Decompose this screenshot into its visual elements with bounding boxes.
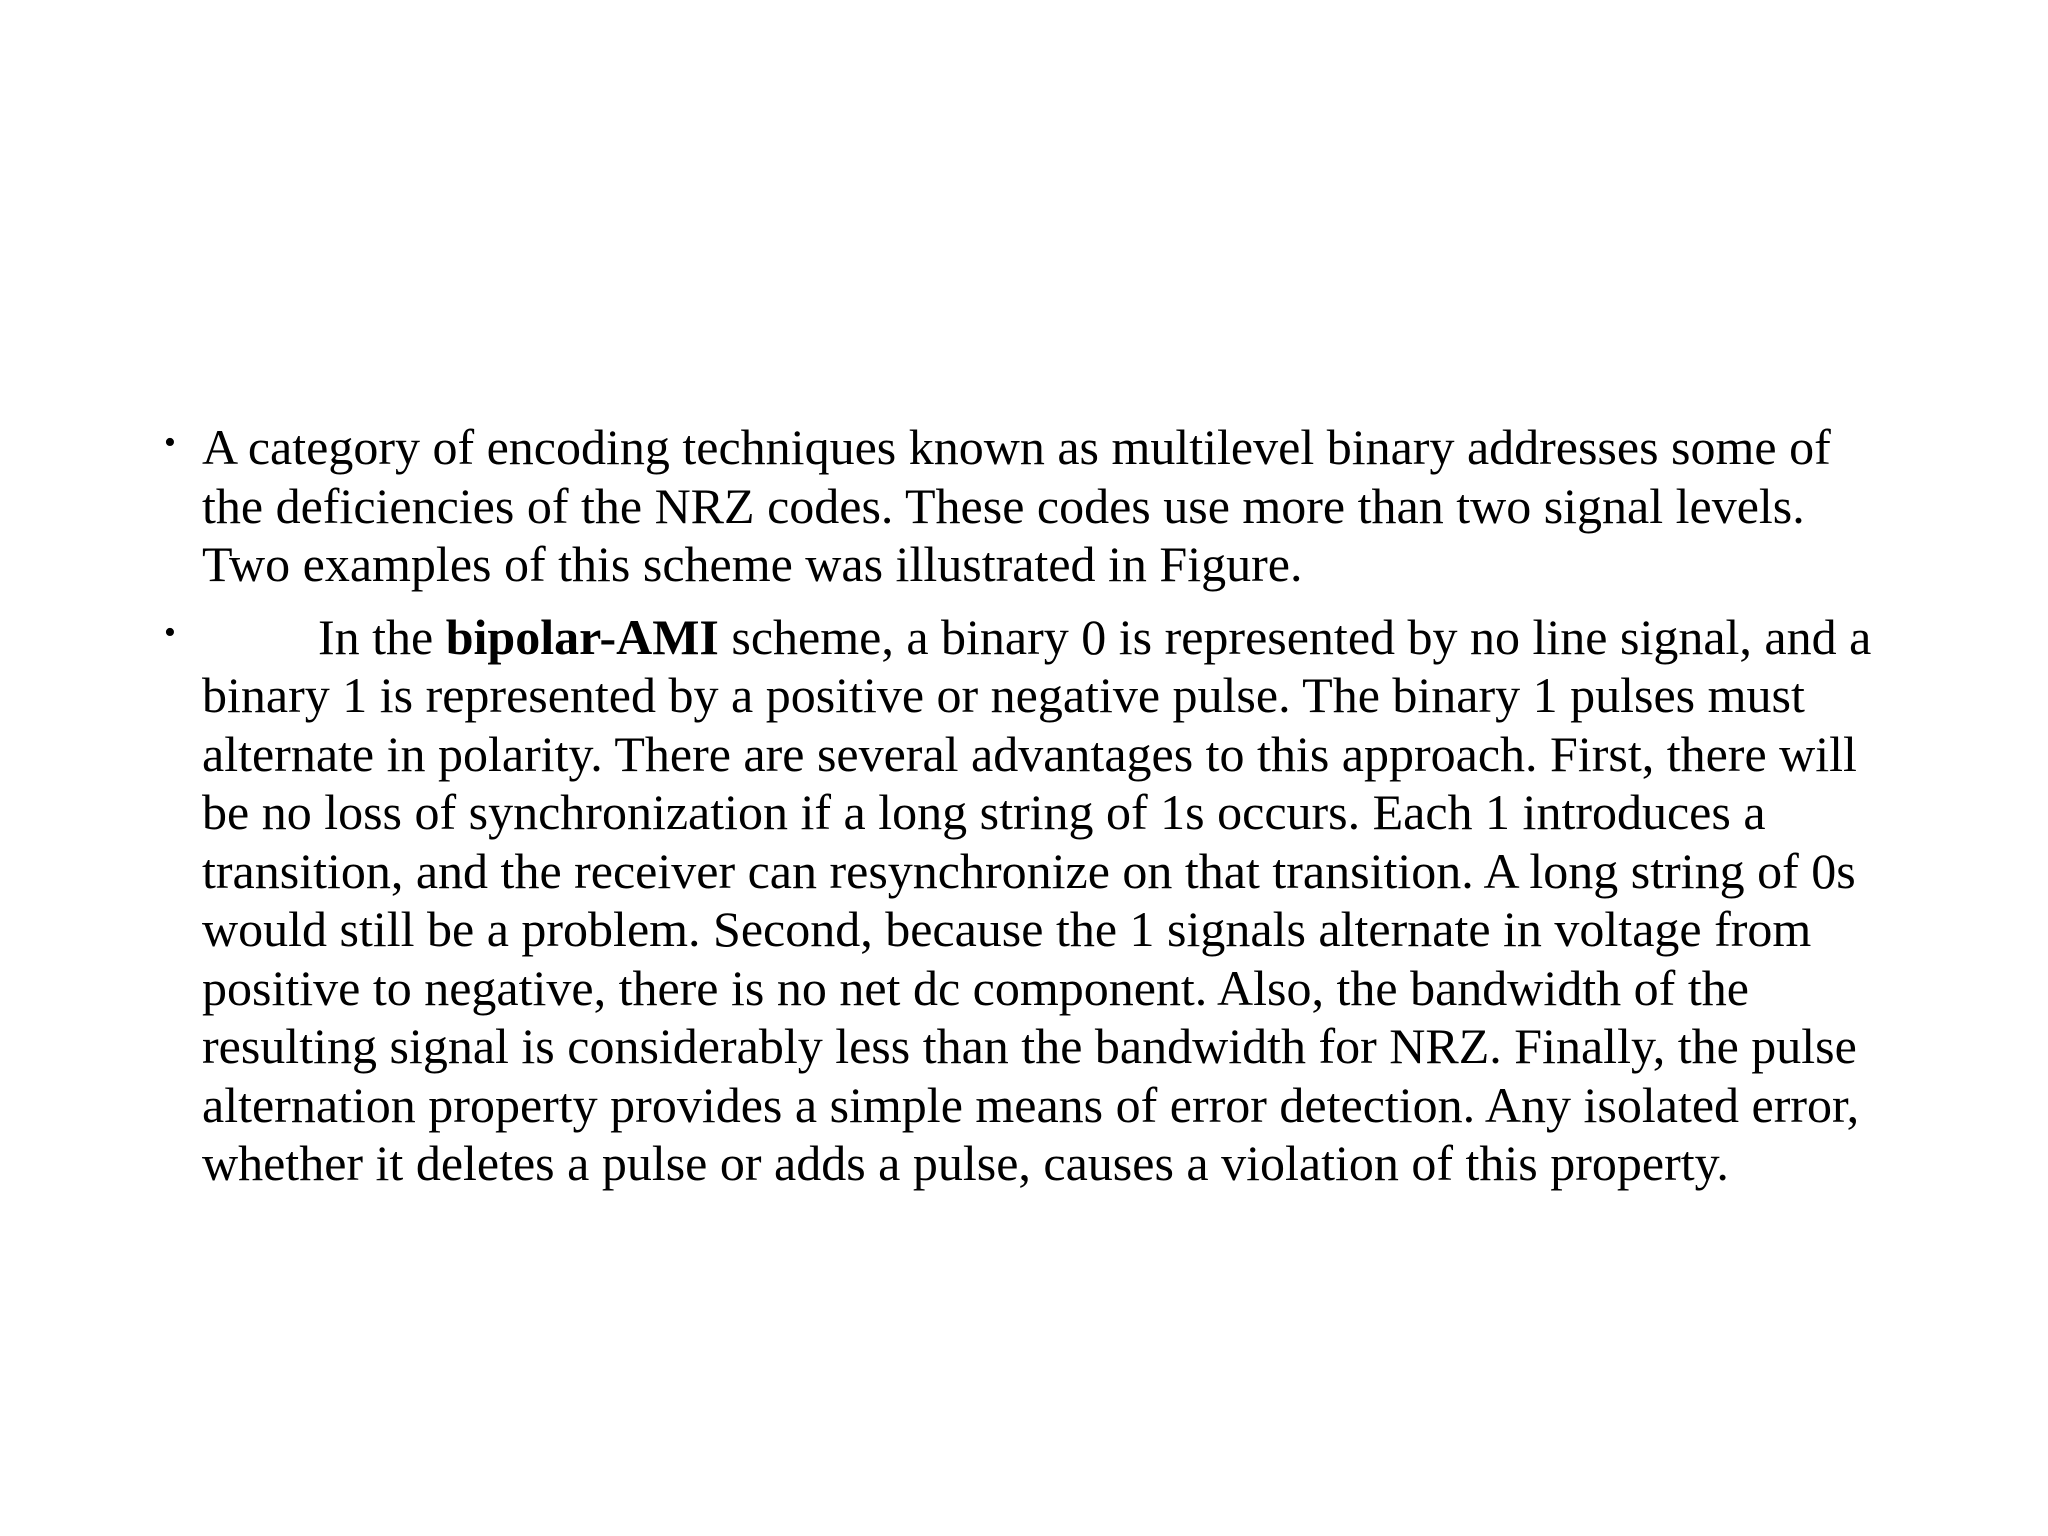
- bullet-list: [160, 418, 1900, 1207]
- bullet-dot-icon: •: [164, 424, 176, 461]
- bullet-item-multilevel-binary: [160, 418, 1900, 594]
- bullet-text-prefix: In the: [318, 608, 446, 665]
- bullet-text: A category of encoding techniques known as multilevel binary addresses some of the deficiencies of the NRZ codes. These codes use more than two signal levels. Two examples of this scheme was illustrated in Figure.: [202, 419, 1831, 592]
- bold-term: bipolar-AMI: [445, 608, 719, 665]
- bullet-dot-icon: •: [164, 613, 176, 651]
- bullet-text: scheme, a binary 0 is represented by no line signal, and a binary 1 is represented by a positive or negative pulse. The binary 1 pulses must alternate in polarity. There are several advantages to this approach. First, there will be no loss of synchronization if a long string of 1s occurs. Each 1 introduces a transition, and the receiver can resynchronize on that transition. A long string of 0s would still be a problem. Second, because the 1 signals alternate in voltage from positive to negative, there is no net dc component. Also, the bandwidth of the resulting signal is considerably less than the bandwidth for NRZ. Finally, the pulse alternation property provides a simple means of error detection. Any isolated error, whether it deletes a pulse or adds a pulse, causes a violation of this property.: [202, 608, 1872, 1191]
- bullet-item-bipolar-ami: [160, 608, 1900, 1193]
